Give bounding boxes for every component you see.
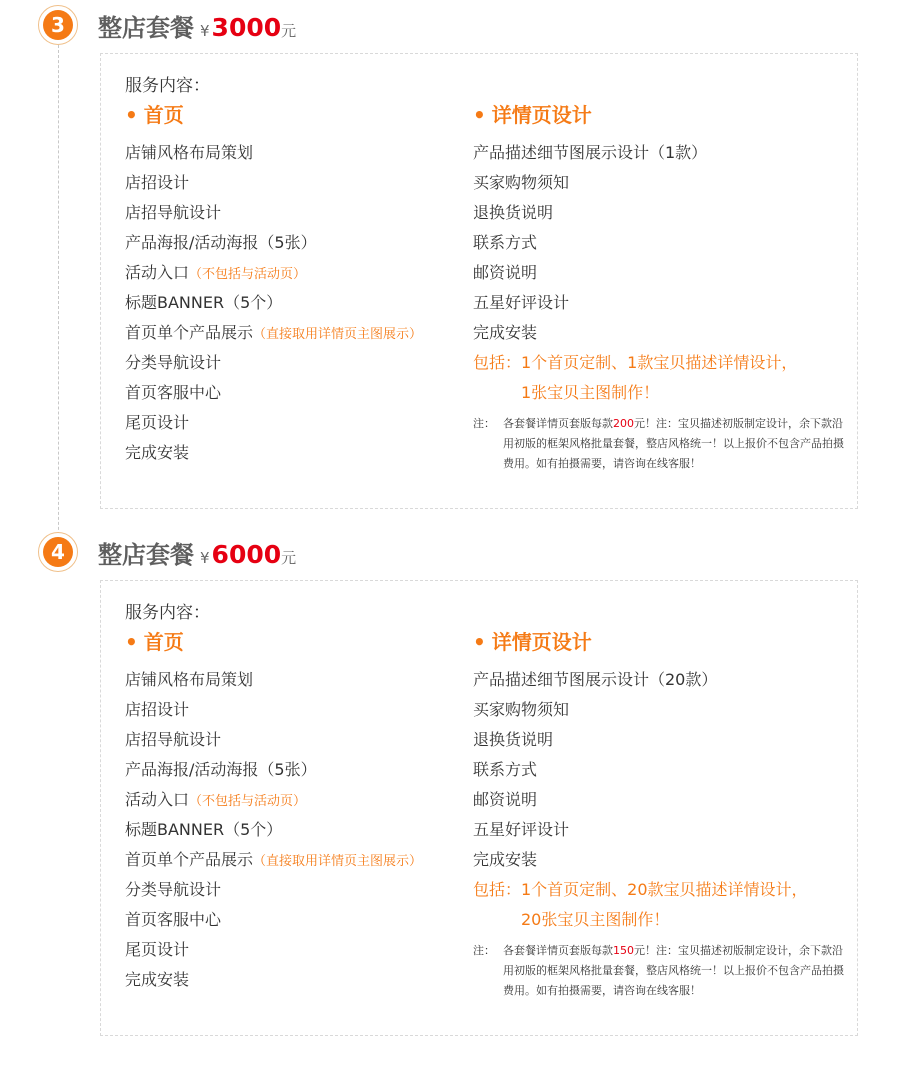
detail-item: 联系方式 (473, 760, 538, 779)
package-price: 6000 (211, 540, 282, 569)
package-4 (0, 527, 900, 997)
home-item: 店招导航设计 (125, 730, 222, 749)
home-item: 店铺风格布局策划 (125, 670, 254, 689)
remark-text-rest: 元！注：宝贝描述初版制定设计，余下款沿用初版的框架风格批量套餐，整店风格统一！以上报价不包含产品拍摄费用。如有拍摄需要，请咨询在线客服！ (503, 417, 844, 470)
home-item: 活动入口（不包括与活动页） (125, 790, 307, 809)
includes-line-2: 20张宝贝主图制作！ (521, 910, 670, 929)
remark-note (473, 941, 853, 1001)
detail-heading-text: 详情页设计 (491, 630, 592, 654)
bullet-icon: • (473, 630, 486, 654)
detail-item: 五星好评设计 (473, 293, 570, 312)
home-item: 尾页设计 (125, 413, 190, 432)
home-item: 尾页设计 (125, 940, 190, 959)
home-heading-text: 首页 (143, 103, 184, 127)
remark-label: 注： (473, 944, 495, 957)
price-unit: 元 (281, 22, 297, 40)
detail-item: 完成安装 (473, 323, 538, 342)
detail-item: 退换货说明 (473, 730, 554, 749)
remark-text: 各套餐详情页套版每款 (503, 944, 613, 957)
home-heading (125, 627, 455, 665)
service-box (100, 580, 858, 1036)
service-label: 服务内容： (125, 76, 210, 96)
detail-item: 完成安装 (473, 850, 538, 869)
home-heading (125, 100, 455, 138)
home-item: 店铺风格布局策划 (125, 143, 254, 162)
detail-heading (473, 627, 843, 665)
step-number-badge (38, 5, 78, 45)
home-item: 首页单个产品展示（直接取用详情页主图展示） (125, 850, 423, 869)
package-title: 整店套餐 (98, 541, 194, 569)
home-item-note: （不包括与活动页） (189, 267, 307, 282)
price-unit: 元 (281, 549, 297, 567)
bullet-icon: • (125, 630, 138, 654)
package-price: 3000 (211, 13, 282, 42)
home-item: 标题BANNER（5个） (125, 820, 283, 839)
home-item: 产品海报/活动海报（5张） (125, 233, 317, 252)
includes-line-1: 包括：1个首页定制、20款宝贝描述详情设计， (473, 880, 808, 899)
home-item: 首页客服中心 (125, 383, 222, 402)
home-item: 店招设计 (125, 173, 190, 192)
package-title-row (98, 8, 296, 43)
currency-symbol: ¥ (200, 22, 210, 40)
home-column (125, 627, 455, 995)
detail-item: 产品描述细节图展示设计（1款） (473, 143, 708, 162)
step-number-badge (38, 532, 78, 572)
bullet-icon: • (473, 103, 486, 127)
detail-item: 联系方式 (473, 233, 538, 252)
detail-item: 邮资说明 (473, 790, 538, 809)
detail-heading-text: 详情页设计 (491, 103, 592, 127)
remark-price: 200 (613, 417, 634, 430)
home-item: 产品海报/活动海报（5张） (125, 760, 317, 779)
home-item: 首页客服中心 (125, 910, 222, 929)
timeline-line (58, 40, 59, 550)
home-item: 活动入口（不包括与活动页） (125, 263, 307, 282)
home-item: 分类导航设计 (125, 353, 222, 372)
detail-heading (473, 100, 843, 138)
home-item-note: （不包括与活动页） (189, 794, 307, 809)
remark-label: 注： (473, 417, 495, 430)
service-box (100, 53, 858, 509)
detail-item: 买家购物须知 (473, 173, 570, 192)
home-item: 标题BANNER（5个） (125, 293, 283, 312)
home-item-note: （直接取用详情页主图展示） (253, 854, 423, 869)
step-number: 4 (43, 537, 73, 567)
detail-item: 产品描述细节图展示设计（20款） (473, 670, 718, 689)
step-number: 3 (43, 10, 73, 40)
detail-item: 邮资说明 (473, 263, 538, 282)
package-3 (0, 0, 900, 470)
remark-note (473, 414, 853, 474)
package-title-row (98, 535, 296, 570)
service-label: 服务内容： (125, 603, 210, 623)
home-item: 分类导航设计 (125, 880, 222, 899)
includes-line-2: 1张宝贝主图制作！ (521, 383, 660, 402)
package-title: 整店套餐 (98, 14, 194, 42)
bullet-icon: • (125, 103, 138, 127)
home-item: 店招设计 (125, 700, 190, 719)
remark-price: 150 (613, 944, 634, 957)
home-item-note: （直接取用详情页主图展示） (253, 327, 423, 342)
currency-symbol: ¥ (200, 549, 210, 567)
detail-item: 买家购物须知 (473, 700, 570, 719)
home-item: 完成安装 (125, 443, 190, 462)
home-column (125, 100, 455, 468)
home-item: 店招导航设计 (125, 203, 222, 222)
remark-text: 各套餐详情页套版每款 (503, 417, 613, 430)
home-item: 首页单个产品展示（直接取用详情页主图展示） (125, 323, 423, 342)
detail-column (473, 627, 843, 1001)
home-item: 完成安装 (125, 970, 190, 989)
package-header (0, 527, 900, 575)
remark-text-rest: 元！注：宝贝描述初版制定设计，余下款沿用初版的框架风格批量套餐，整店风格统一！以上报价不包含产品拍摄费用。如有拍摄需要，请咨询在线客服！ (503, 944, 844, 997)
home-heading-text: 首页 (143, 630, 184, 654)
detail-item: 退换货说明 (473, 203, 554, 222)
includes-line-1: 包括：1个首页定制、1款宝贝描述详情设计， (473, 353, 798, 372)
detail-item: 五星好评设计 (473, 820, 570, 839)
detail-column (473, 100, 843, 474)
package-header (0, 0, 900, 48)
